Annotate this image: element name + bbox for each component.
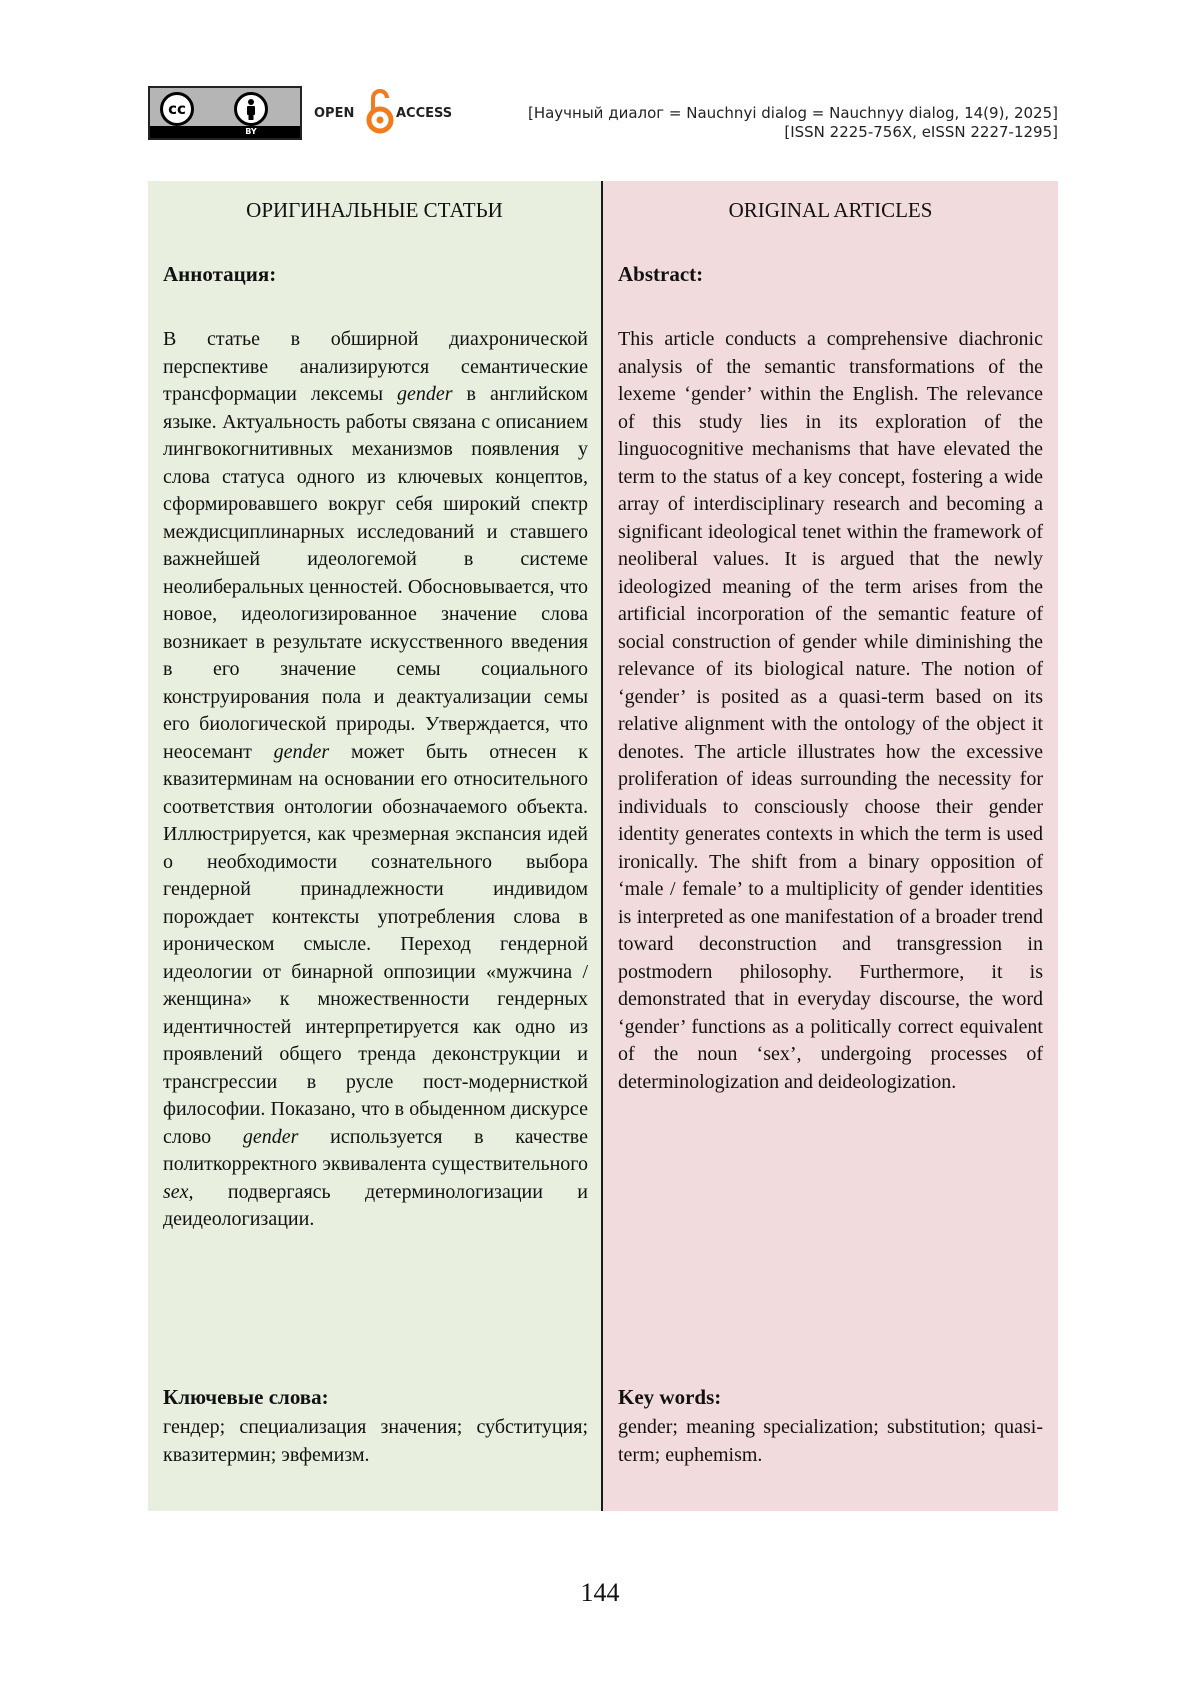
- journal-issn: [ISSN 2225-756X, eISSN 2227-1295]: [784, 123, 1058, 141]
- en-section-title: ORIGINAL ARTICLES: [728, 198, 933, 222]
- en-keywords-label: Key words:: [618, 1385, 722, 1409]
- page-header: [148, 86, 1058, 146]
- page-number: 144: [580, 1578, 620, 1607]
- ru-keywords-label: Ключевые слова:: [163, 1385, 329, 1409]
- open-access-lock-icon: [366, 86, 394, 136]
- by-label: BY: [245, 127, 257, 136]
- open-access-logo: [314, 86, 464, 140]
- ru-keywords-text: гендер; специализация значения; субституция; квазитермин; эвфемизм.: [163, 1416, 588, 1466]
- en-keywords-text: gender; meaning specialization; substitution; quasi-term; euphemism.: [618, 1416, 1043, 1466]
- access-label: ACCESS: [396, 106, 453, 121]
- journal-reference: [528, 104, 1058, 142]
- ru-abstract-text: В статье в обширной диахронической перспективе анализируются семантические трансформации лексемы gender в английском языке. Актуальность работы связана с описанием лингвокогнитивных механизмов появления у слова статуса одного из ключевых концептов, сформировавшего вокруг себя широкий спектр междисциплинарных исследований и ставшего важнейшей идеологемой в системе неолиберальных ценностей. Обосновывается, что новое, идеологизированное значение слова возникает в результате искусственного введения в его значение семы социального конструирования пола и деактуализации семы его биологической природы. Утверждается, что неосемант gender может быть отнесен к квазитерминам на основании его относительного соответствия онтологии обозначаемого объекта. Иллюстрируется, как чрезмерная экспансия идей о необходимости сознательного выбора гендерной принадлежности индивидом порождает контексты употребления слова в ироническом смысле. Переход гендерной идеологии от бинарной оппозиции «мужчина / женщина» к множественности гендерных идентичностей интерпретируется как одно из проявлений общего тренда деконструкции и трансгрессии в русле пост-модернисткой философии. Показано, что в обыденном дискурсе слово gender используется в качестве политкорректного эквивалента существительного sex, подвергаясь детерминологизации и деидеологизации.: [163, 328, 589, 1230]
- ru-abstract-label: Аннотация:: [163, 262, 277, 286]
- en-abstract-label: Abstract:: [618, 262, 704, 286]
- creative-commons-icon: cc: [160, 92, 194, 126]
- english-abstract-panel: [602, 181, 1058, 1511]
- en-abstract-text: This article conducts a comprehensive diachronic analysis of the semantic transformations of the lexeme ‘gender’ within the English. The relevance of this study lies in its exploration of the linguocognitive mechanisms that have elevated the term to the status of a key concept, fostering a wide array of interdisciplinary research and becoming a significant ideological tenet within the framework of neoliberal values. It is argued that the newly ideologized meaning of the term arises from the artificial incorporation of the semantic feature of social construction of gender while diminishing the relevance of its biological nature. The notion of ‘gender’ is posited as a quasi-term based on its relative alignment with the ontology of the object it denotes. The article illustrates how the excessive proliferation of ideas surrounding the necessity for individuals to consciously choose their gender identity generates contexts in which the term is used ironically. The shift from a binary opposition of ‘male / female’ to a multiplicity of gender identities is interpreted as one manifestation of a broader trend toward deconstruction and transgression in postmodern philosophy. Furthermore, it is demonstrated that in everyday discourse, the word ‘gender’ functions as a politically correct equivalent of the noun ‘sex’, undergoing processes of determinologization and deideologization.: [618, 328, 1043, 1093]
- column-divider: [601, 181, 603, 1511]
- open-label: OPEN: [314, 106, 355, 121]
- badge-strip: [150, 126, 300, 138]
- attribution-person-icon: [234, 92, 268, 126]
- cc-by-license-badge[interactable]: [148, 86, 302, 140]
- ru-section-title: ОРИГИНАЛЬНЫЕ СТАТЬИ: [246, 198, 503, 222]
- russian-abstract-panel: [148, 181, 602, 1511]
- journal-citation: [Научный диалог = Nauchnyi dialog = Nauchnyy dialog, 14(9), 2025]: [527, 104, 1058, 122]
